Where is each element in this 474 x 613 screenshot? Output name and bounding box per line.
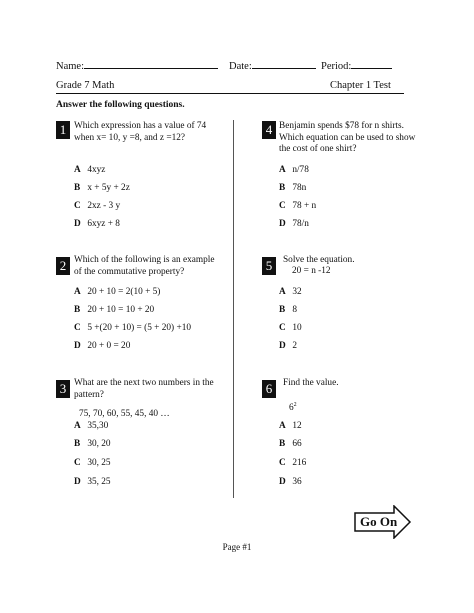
q3-option-b[interactable]: B 30, 20 <box>74 439 111 449</box>
q1-option-a[interactable]: A 4xyz <box>74 165 106 175</box>
question-text-4: Benjamin spends $78 for n shirts. Which equation can be used to show the cost of one shirt? <box>279 121 416 154</box>
q3-option-a[interactable]: A 35,30 <box>74 421 109 431</box>
period-label: Period: <box>321 61 352 72</box>
name-blank[interactable] <box>84 57 218 69</box>
q1-option-c[interactable]: C 2xz - 3 y <box>74 201 121 211</box>
q4-option-c[interactable]: C 78 + n <box>279 201 317 211</box>
question-number-5: 5 <box>262 257 276 275</box>
q6-expression: $6^2$ <box>289 402 297 414</box>
page-number: Page #1 <box>222 542 252 552</box>
name-field[interactable] <box>56 57 218 72</box>
question-number-1: 1 <box>56 121 70 139</box>
question-text-1: Which expression has a value of 74 when x= 10, y =8, and z =12? <box>74 121 207 143</box>
header-rule <box>56 93 404 94</box>
q4-option-a[interactable]: A n/78 <box>279 165 309 175</box>
column-divider <box>233 120 234 498</box>
question-number-2: 2 <box>56 257 70 275</box>
question-text-2: Which of the following is an example of the commutative property? <box>74 255 215 277</box>
q2-option-d[interactable]: D 20 + 0 = 20 <box>74 341 131 351</box>
course-title: Grade 7 Math <box>56 80 115 91</box>
question-text-6: Find the value. <box>283 378 339 388</box>
date-field[interactable] <box>229 57 316 72</box>
q6-option-d[interactable]: D 36 <box>279 477 302 487</box>
q2-option-b[interactable]: B 20 + 10 = 10 + 20 <box>74 305 155 315</box>
q1-option-b[interactable]: B x + 5y + 2z <box>74 183 130 193</box>
test-title: Chapter 1 Test <box>330 80 391 91</box>
q3-option-d[interactable]: D 35, 25 <box>74 477 111 487</box>
q4-option-b[interactable]: B 78n <box>279 183 307 193</box>
period-field[interactable] <box>321 57 392 72</box>
q3-pattern: 75, 70, 60, 55, 45, 40 … <box>79 409 170 419</box>
go-on-arrow[interactable] <box>354 505 412 539</box>
q1-option-d[interactable]: D 6xyz + 8 <box>74 219 120 229</box>
question-text-3: What are the next two numbers in the pattern? <box>74 378 214 400</box>
q5-option-a[interactable]: A 32 <box>279 287 302 297</box>
question-number-3: 3 <box>56 380 70 398</box>
q2-option-c[interactable]: C 5 +(20 + 10) = (5 + 20) +10 <box>74 323 192 333</box>
go-on-label: Go On <box>360 514 398 529</box>
q6-option-c[interactable]: C 216 <box>279 458 307 468</box>
instructions: Answer the following questions. <box>56 100 185 110</box>
q6-option-b[interactable]: B 66 <box>279 439 302 449</box>
name-label: Name: <box>56 61 84 72</box>
q6-option-a[interactable]: A 12 <box>279 421 302 431</box>
q3-option-c[interactable]: C 30, 25 <box>74 458 111 468</box>
q4-option-d[interactable]: D 78/n <box>279 219 309 229</box>
date-blank[interactable] <box>252 57 316 69</box>
q5-option-c[interactable]: C 10 <box>279 323 302 333</box>
q5-option-b[interactable]: B 8 <box>279 305 297 315</box>
date-label: Date: <box>229 61 252 72</box>
question-number-6: 6 <box>262 380 276 398</box>
question-number-4: 4 <box>262 121 276 139</box>
question-text-5: Solve the equation. <box>283 255 355 265</box>
q2-option-a[interactable]: A 20 + 10 = 2(10 + 5) <box>74 287 161 297</box>
q5-equation: 20 = n -12 <box>292 266 331 276</box>
q6-exponent: 2 <box>293 402 297 408</box>
period-blank[interactable] <box>351 57 392 69</box>
q5-option-d[interactable]: D 2 <box>279 341 297 351</box>
